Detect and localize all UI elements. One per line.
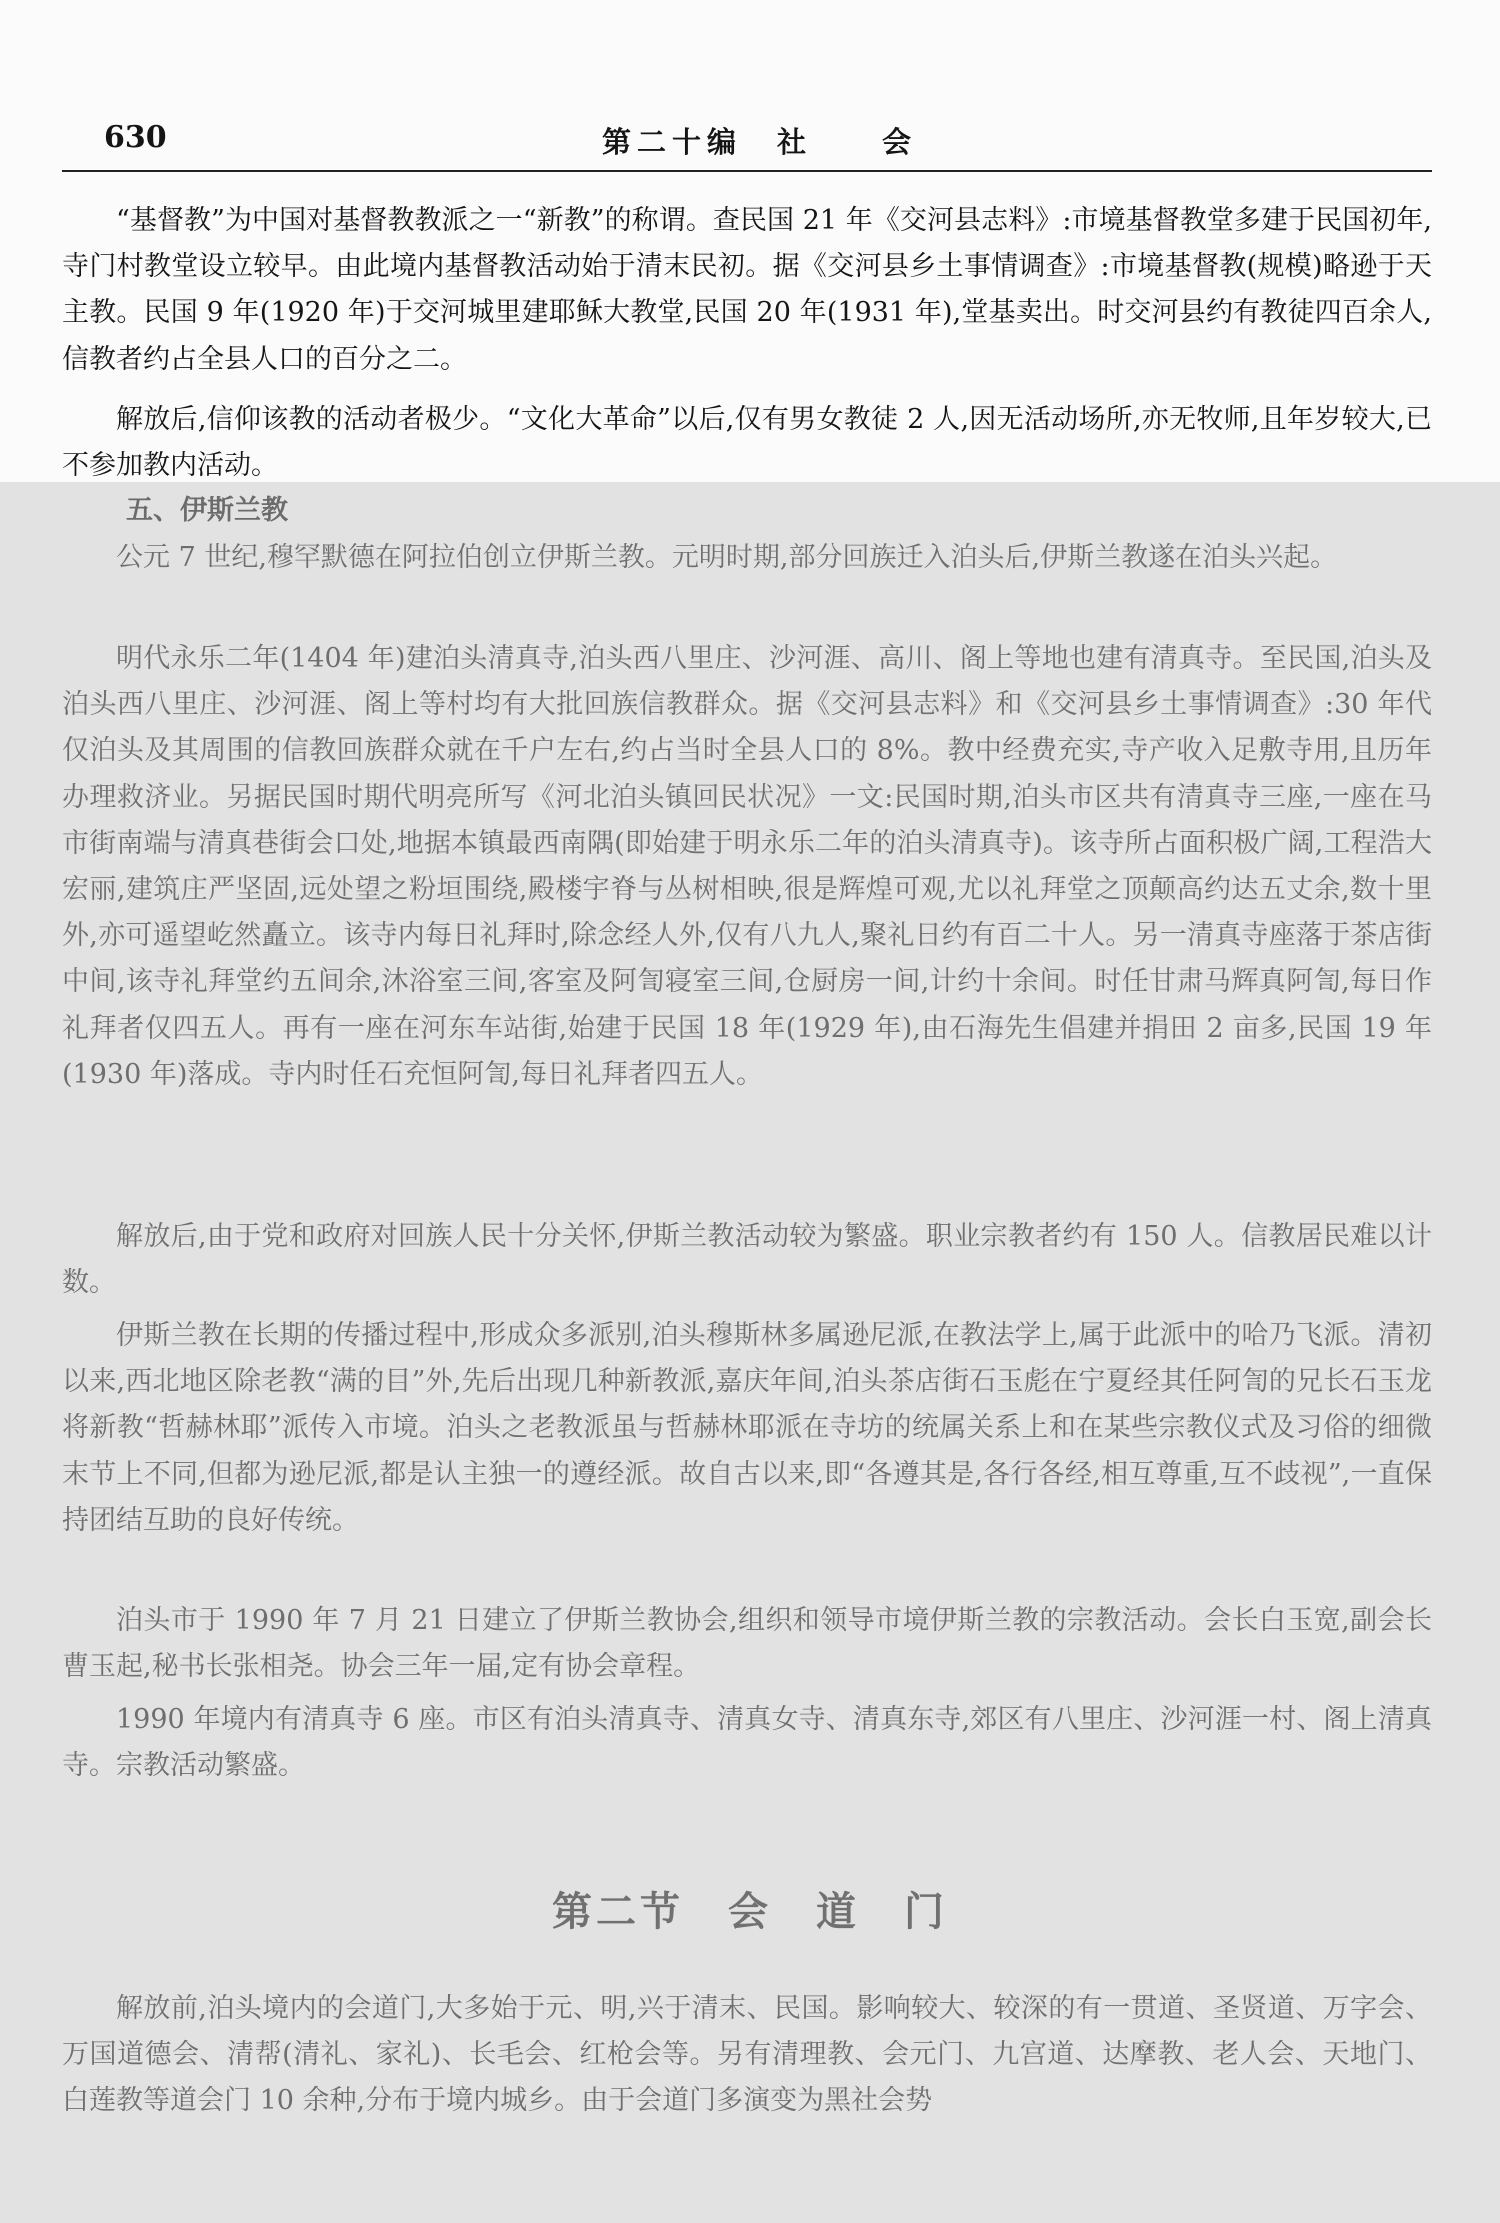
paragraph-islam-liberation: 解放后,由于党和政府对回族人民十分关怀,伊斯兰教活动较为繁盛。职业宗教者约有 150 人。信教居民难以计数。: [62, 1221, 1432, 1299]
section-title: 第二节 会 道 门: [552, 1888, 948, 1935]
page-header: [62, 114, 1432, 172]
running-title: 第二十编 社 会: [602, 125, 918, 159]
paragraph-christianity-after: 解放后,信仰该教的活动者极少。“文化大革命”以后,仅有男女教徒 2 人,因无活动场所,亦无牧师,且年岁较大,已不参加教内活动。: [62, 404, 1432, 482]
paragraph-huidaomen: 解放前,泊头境内的会道门,大多始于元、明,兴于清末、民国。影响较大、较深的有一贯道、圣贤道、万字会、万国道德会、清帮(清礼、家礼)、长毛会、红枪会等。另有清理教、会元门、九宫道、达摩教、老人会、天地门、白莲教等道会门 10 余种,分布于境内城乡。由于会道门多演变为黑社会势: [62, 1993, 1432, 2117]
paragraph-islam-origin: 公元 7 世纪,穆罕默德在阿拉伯创立伊斯兰教。元明时期,部分回族迁入泊头后,伊斯兰教遂在泊头兴起。: [116, 542, 1338, 573]
paragraph-islam-sects: 伊斯兰教在长期的传播过程中,形成众多派别,泊头穆斯林多属逊尼派,在教法学上,属于此派中的哈乃飞派。清初以来,西北地区除老教“满的目”外,先后出现几种新教派,嘉庆年间,泊头茶店街石玉彪在宁夏经其任阿訇的兄长石玉龙将新教“哲赫林耶”派传入市境。泊头之老教派虽与哲赫林耶派在寺坊的统属关系上和在某些宗教仪式及习俗的细微末节上不同,但都为逊尼派,都是认主独一的遵经派。故自古以来,即“各遵其是,各行各经,相互尊重,互不歧视”,一直保持团结互助的良好传统。: [62, 1320, 1432, 1536]
paragraph-islam-association: 泊头市于 1990 年 7 月 21 日建立了伊斯兰教协会,组织和领导市境伊斯兰教的宗教活动。会长白玉宽,副会长曹玉起,秘书长张相尧。协会三年一届,定有协会章程。: [62, 1605, 1432, 1683]
heading-islam: 五、伊斯兰教: [126, 495, 288, 526]
paragraph-christianity-intro: “基督教”为中国对基督教教派之一“新教”的称谓。查民国 21 年《交河县志料》:市境基督教堂多建于民国初年,寺门村教堂设立较早。由此境内基督教活动始于清末民初。据《交河县乡土事情调查》:市境基督教(规模)略逊于天主教。民国 9 年(1920 年)于交河城里建耶稣大教堂,民国 20 年(1931 年),堂基卖出。时交河县约有教徒四百余人,信教者约占全县人口的百分之二。: [62, 205, 1432, 375]
paragraph-islam-history: 明代永乐二年(1404 年)建泊头清真寺,泊头西八里庄、沙河涯、高川、阁上等地也建有清真寺。至民国,泊头及泊头西八里庄、沙河涯、阁上等村均有大批回族信教群众。据《交河县志料》和《交河县乡土事情调查》:30 年代仅泊头及其周围的信教回族群众就在千户左右,约占当时全县人口的 8%。教中经费充实,寺产收入足敷寺用,且历年办理救济业。另据民国时期代明亮所写《河北泊头镇回民状况》一文:民国时期,泊头市区共有清真寺三座,一座在马市街南端与清真巷街会口处,地据本镇最西南隅(即始建于明永乐二年的泊头清真寺)。该寺所占面积极广阔,工程浩大宏丽,建筑庄严坚固,远处望之粉垣围绕,殿楼宇脊与丛树相映,很是辉煌可观,尤以礼拜堂之顶颠高约达五丈余,数十里外,亦可遥望屹然矗立。该寺内每日礼拜时,除念经人外,仅有八九人,聚礼日约有百二十人。另一清真寺座落于茶店街中间,该寺礼拜堂约五间余,沐浴室三间,客室及阿訇寝室三间,仓厨房一间,计约十余间。时任甘肃马辉真阿訇,每日作礼拜者仅四五人。再有一座在河东车站街,始建于民国 18 年(1929 年),由石海先生倡建并捐田 2 亩多,民国 19 年(1930 年)落成。寺内时任石充恒阿訇,每日礼拜者四五人。: [62, 643, 1432, 1090]
paragraph-islam-mosques: 1990 年境内有清真寺 6 座。市区有泊头清真寺、清真女寺、清真东寺,郊区有八里庄、沙河涯一村、阁上清真寺。宗教活动繁盛。: [62, 1704, 1432, 1782]
page-number: 630: [104, 120, 167, 155]
